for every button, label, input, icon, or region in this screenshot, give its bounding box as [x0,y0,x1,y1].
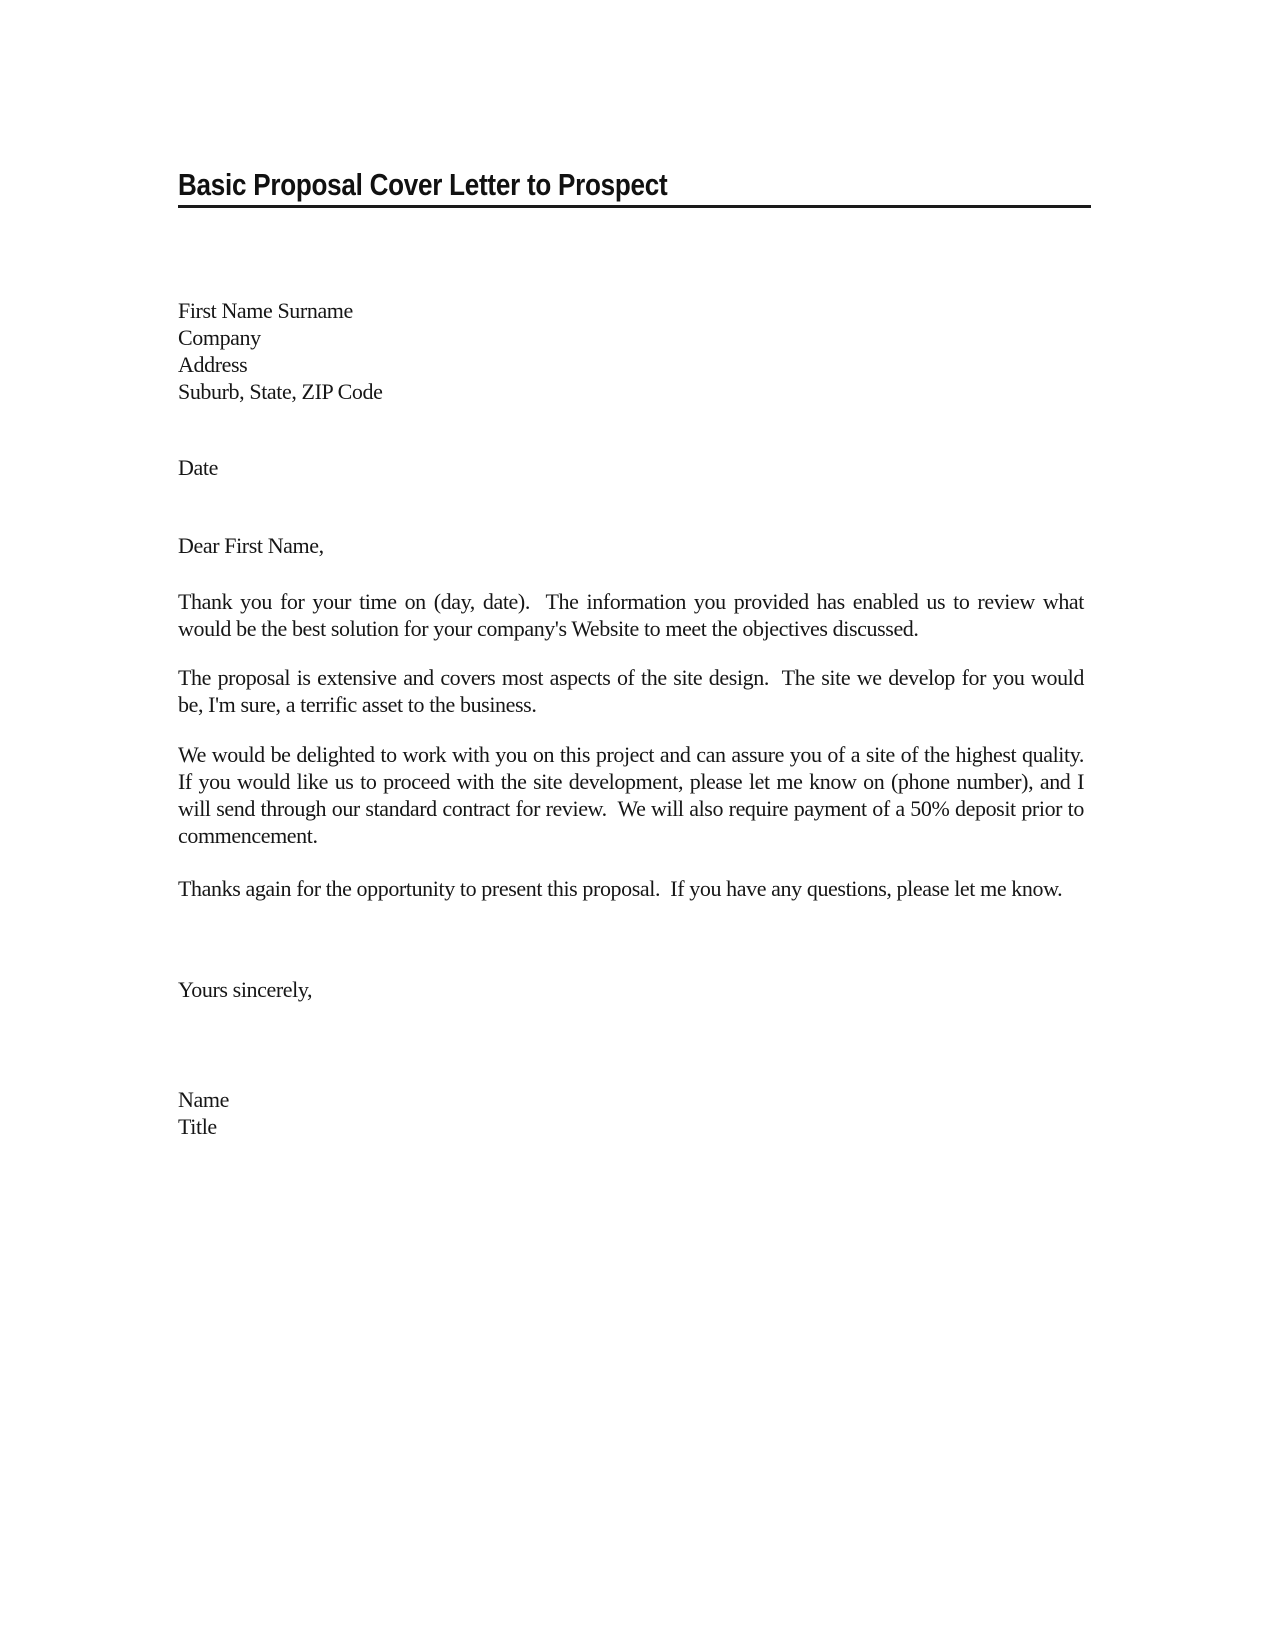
recipient-suburb-line: Suburb, State, ZIP Code [178,379,383,404]
body-paragraph-proposal: The proposal is extensive and covers most aspects of the site design. The site we develop for you would be, I'm sure, a terrific asset to the business. [178,665,1090,717]
document-title: Basic Proposal Cover Letter to Prospect [178,167,668,202]
signature-title: Title [178,1114,217,1139]
signature-block [178,1086,1084,1140]
recipient-name-line: First Name Surname [178,298,353,323]
signature-name: Name [178,1087,229,1112]
body-paragraph-delighted: We would be delighted to work with you on this project and can assure you of a site of the highest quality. If you would like us to proceed with the site development, please let me know on (phone number), and I will send through our standard contract for review. We will also require payment of a 50% deposit prior to commencement. [178,742,1095,848]
closing-line: Yours sincerely, [178,977,313,1002]
title-underline-rule [178,205,1091,208]
date-line: Date [178,455,218,480]
salutation: Dear First Name, [178,533,324,558]
recipient-street-line: Address [178,352,248,377]
recipient-address-block [178,297,1084,405]
body-paragraph-thank-you: Thank you for your time on (day, date). The information you provided has enabled us to review what would be the best solution for your company's Website to meet the objectives discussed. [178,589,1090,641]
body-paragraph-thanks-again: Thanks again for the opportunity to present this proposal. If you have any questions, please let me know. [178,876,1063,901]
recipient-company-line: Company [178,325,261,350]
